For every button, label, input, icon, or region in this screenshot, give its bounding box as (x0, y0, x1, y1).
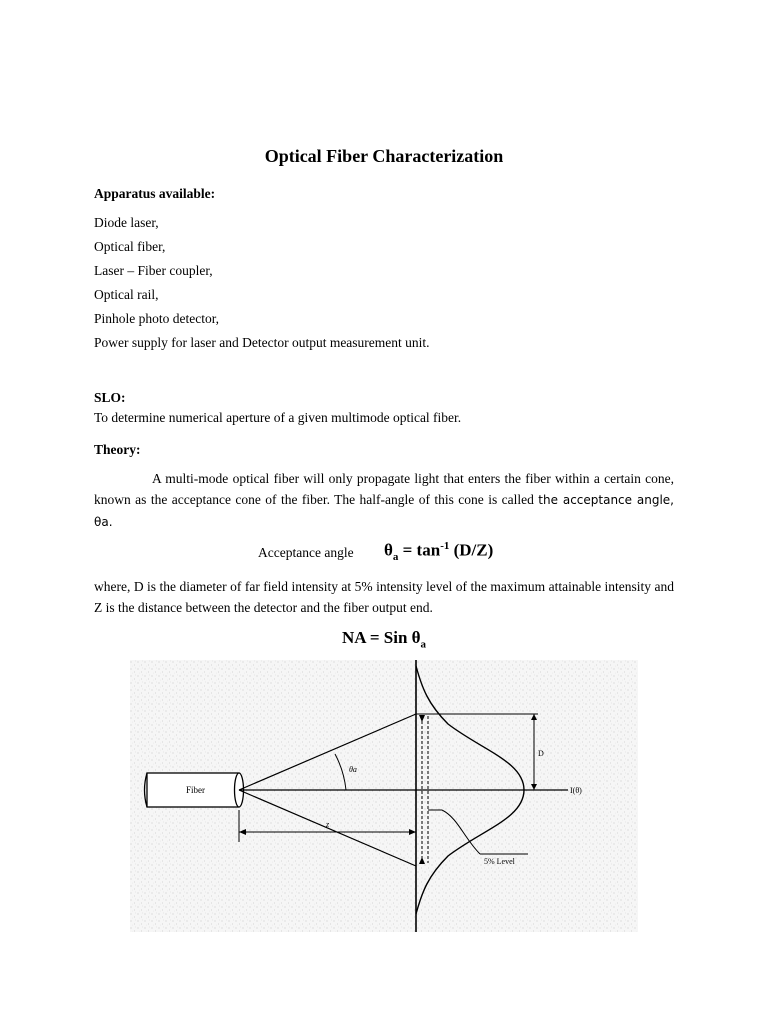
theory-paragraph (94, 468, 674, 533)
fiber-label: Fiber (186, 785, 205, 795)
apparatus-item: Power supply for laser and Detector output measurement unit. (94, 335, 430, 350)
apparatus-item: Optical rail, (94, 287, 159, 302)
theory-heading: Theory: (94, 442, 141, 457)
z-label: z (326, 820, 330, 829)
fiber-acceptance-diagram (130, 660, 638, 932)
where-paragraph: where, D is the diameter of far field intensity at 5% intensity level of the maximum attainable intensity and Z is the distance between the detector and the fiber output end. (94, 579, 674, 615)
slo-text: To determine numerical aperture of a given multimode optical fiber. (94, 410, 462, 425)
apparatus-item: Pinhole photo detector, (94, 311, 220, 326)
equation-formula: $\theta_a = \tan^{-1} (D/Z)$ (384, 540, 494, 564)
intensity-label: I(θ) (570, 786, 582, 795)
theory-text-tail: the acceptance angle, θa. (94, 493, 674, 529)
acceptance-angle-equation (0, 540, 768, 566)
apparatus-item: Laser – Fiber coupler, (94, 263, 213, 278)
apparatus-item: Optical fiber, (94, 239, 166, 254)
numerical-aperture-equation: NA = Sin $\theta_a$ (341, 628, 427, 651)
page-title: Optical Fiber Characterization (264, 146, 504, 166)
equation-label: Acceptance angle (258, 545, 354, 560)
apparatus-heading: Apparatus available: (94, 186, 216, 201)
theory-text: A multi-mode optical fiber will only propagate light that enters the fiber within a certain cone, known as the acceptance cone of the fiber. The half-angle of this cone is called (94, 471, 674, 507)
apparatus-item: Diode laser, (94, 215, 159, 230)
slo-heading: SLO: (94, 390, 126, 405)
d-label: D (538, 749, 544, 758)
level-label: 5% Level (484, 857, 515, 866)
theta-label: θa (349, 765, 357, 774)
